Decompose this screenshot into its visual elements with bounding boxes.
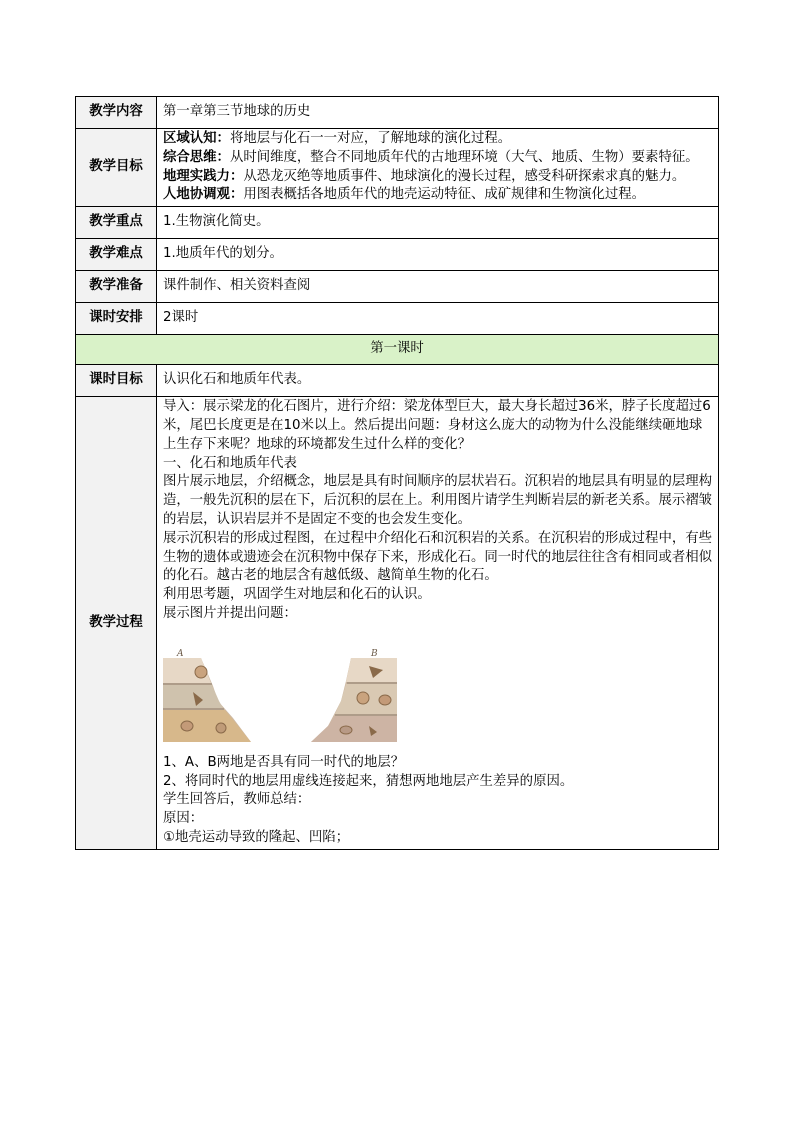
value-prep: 课件制作、相关资料查阅 <box>157 271 719 303</box>
goal-item <box>163 186 712 205</box>
label-schedule: 课时安排 <box>76 303 157 335</box>
process-paragraph: 学生回答后，教师总结： <box>163 792 311 808</box>
strata-figure <box>163 646 397 742</box>
row-difficulties <box>76 239 719 271</box>
stratum-b-bottom <box>311 716 397 742</box>
goal-item <box>163 149 712 168</box>
goal-item <box>163 168 712 187</box>
label-key-points: 教学重点 <box>76 207 157 239</box>
goal-text: 将地层与化石一一对应，了解地球的演化过程。 <box>229 131 512 146</box>
process-paragraph: ①地壳运动导致的隆起、凹陷； <box>163 829 350 845</box>
shell-fossil-icon <box>181 721 193 731</box>
goal-text: 从时间维度，整合不同地质年代的古地理环境（大气、地质、生物）要素特征。 <box>229 149 699 165</box>
process-paragraph: 利用思考题，巩固学生对地层和化石的认识。 <box>163 587 431 603</box>
process-paragraph: 展示图片并提出问题： <box>163 605 297 621</box>
strata-diagram <box>163 646 397 742</box>
label-b: B <box>371 648 378 659</box>
process-paragraph: 图片展示地层，介绍概念，地层是具有时间顺序的层状岩石。沉积岩的地层具有明显的层理构造，一般先沉积的层在下，后沉积的层在上。利用图片请学生判断岩层的新老关系。展示褶皱的岩层，认识岩层并不是固定不变的也会发生变化。 <box>163 474 713 527</box>
label-difficulties: 教学难点 <box>76 239 157 271</box>
label-process: 教学过程 <box>76 397 157 850</box>
label-lesson-goal: 课时目标 <box>76 365 157 397</box>
row-key-points <box>76 207 719 239</box>
process-paragraph: 1、A、B两地是否具有同一时代的地层？ <box>163 754 405 770</box>
goal-head: 综合思维： <box>163 149 230 165</box>
process-paragraph: 2、将同时代的地层用虚线连接起来，猜想两地地层产生差异的原因。 <box>163 773 574 789</box>
shell-fossil-icon <box>340 726 352 734</box>
row-prep <box>76 271 719 303</box>
row-lesson-goal <box>76 365 719 397</box>
value-content: 第一章第三节地球的历史 <box>157 97 719 129</box>
value-difficulties: 1.地质年代的划分。 <box>157 239 719 271</box>
label-a: A <box>177 648 184 659</box>
label-goals: 教学目标 <box>76 129 157 207</box>
label-content: 教学内容 <box>76 97 157 129</box>
value-process <box>157 397 719 850</box>
row-goals <box>76 129 719 207</box>
value-lesson-goal: 认识化石和地质年代表。 <box>157 365 719 397</box>
shell-fossil-icon <box>379 695 391 705</box>
row-schedule <box>76 303 719 335</box>
process-heading: 一、化石和地质年代表 <box>163 455 297 471</box>
ammonite-fossil-icon <box>195 666 207 678</box>
label-prep: 教学准备 <box>76 271 157 303</box>
goal-head: 区域认知： <box>163 131 230 146</box>
goal-item <box>163 130 712 149</box>
value-goals <box>157 129 719 207</box>
ammonite-fossil-icon <box>357 692 369 704</box>
lesson-plan-table <box>75 96 719 850</box>
process-paragraph: 展示沉积岩的形成过程图，在过程中介绍化石和沉积岩的关系。在沉积岩的形成过程中，有些生物的遗体或遗迹会在沉积物中保存下来，形成化石。同一时代的地层往往含有相同或者相似的化石。越古老的地层含有越低级、越简单生物的化石。 <box>163 530 713 584</box>
row-content <box>76 97 719 129</box>
process-paragraph: 导入：展示梁龙的化石图片，进行介绍：梁龙体型巨大，最大身长超过36米，脖子长度超过6米，尾巴长度更是在10米以上。然后提出问题：身材这么庞大的动物为什么没能继续砸地球上生存下来呢？地球的环境都发生过什么样的变化？ <box>163 399 711 452</box>
stratum-a-bottom <box>163 710 251 742</box>
value-key-points: 1.生物演化简史。 <box>157 207 719 239</box>
ammonite-fossil-icon <box>216 723 226 733</box>
goal-head: 人地协调观： <box>163 187 244 203</box>
value-schedule: 2课时 <box>157 303 719 335</box>
process-paragraph: 原因： <box>163 811 204 827</box>
goal-text: 从恐龙灭绝等地质事件、地球演化的漫长过程，感受科研探索求真的魅力。 <box>243 168 686 184</box>
row-process <box>76 397 719 850</box>
row-section <box>76 335 719 365</box>
goal-text: 用图表概括各地质年代的地壳运动特征、成矿规律和生物演化过程。 <box>243 187 646 203</box>
section-title: 第一课时 <box>76 335 719 365</box>
stratum-a-middle <box>163 685 223 708</box>
goal-head: 地理实践力： <box>163 168 244 184</box>
